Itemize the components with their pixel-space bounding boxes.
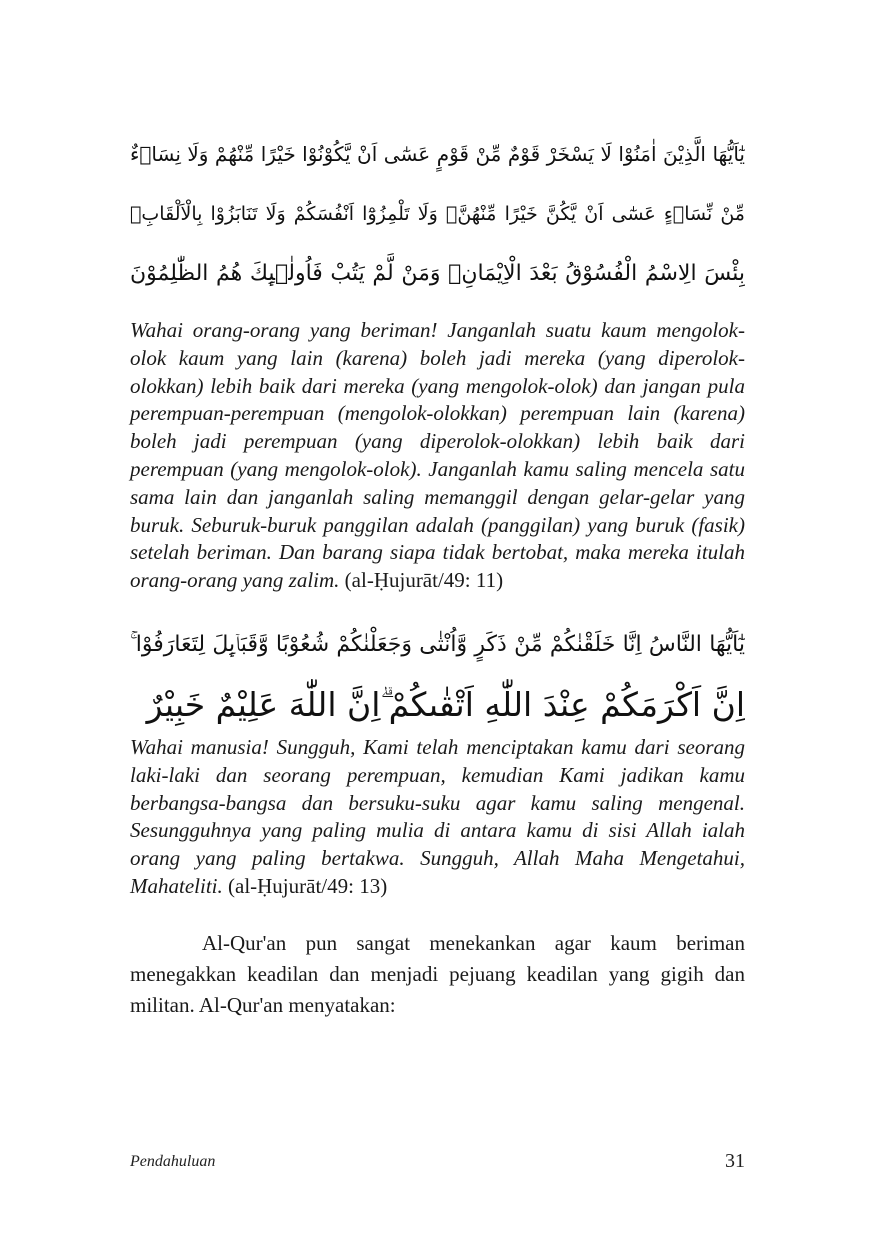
page-content: [130, 0, 745, 1240]
quran-verse-49-11-arabic: [130, 124, 745, 304]
verse-reference: (al-Ḥujurāt/49: 13): [228, 873, 388, 898]
arabic-line: يٰٓاَيُّهَا الَّذِيْنَ اٰمَنُوْا لَا يَسْخَرْ قَوْمٌ مِّنْ قَوْمٍ عَسٰٓى اَنْ يَّكُوْنُوْا خَيْرًا مِّنْهُمْ وَلَا نِسَاۤءٌ: [130, 142, 745, 166]
body-paragraph: Al-Qur'an pun sangat menekankan agar kaum beriman menegakkan keadilan dan menjadi pejuang keadilan yang gigih dan militan. Al-Qur'an menyatakan:: [130, 931, 745, 1017]
arabic-line: يٰٓاَيُّهَا النَّاسُ اِنَّا خَلَقْنٰكُمْ مِّنْ ذَكَرٍ وَّاُنْثٰى وَجَعَلْنٰكُمْ شُعُوْبًا وَّقَبَاۤىِٕلَ لِتَعَارَفُوْا ۚ: [130, 632, 745, 657]
translation-text: Wahai manusia! Sungguh, Kami telah menciptakan kamu dari seorang laki-laki dan seorang perempuan, kemudian Kami jadikan kamu berbangsa-bangsa dan bersuku-suku agar kamu saling mengenal. Sesungguhnya yang paling mulia di antara kamu di sisi Allah ialah orang yang paling bertakwa. Sungguh, Allah Maha Mengetahui, Mahateliti.: [130, 735, 745, 898]
arabic-line: بِئْسَ الِاسْمُ الْفُسُوْقُ بَعْدَ الْاِيْمَانِۚ وَمَنْ لَّمْ يَتُبْ فَاُولٰۤىِٕكَ هُمُ الظّٰلِمُوْنَ: [130, 261, 745, 286]
arabic-line: مِّنْ نِّسَاۤءٍ عَسٰٓى اَنْ يَّكُنَّ خَيْرًا مِّنْهُنَّۚ وَلَا تَلْمِزُوْٓا اَنْفُسَكُمْ وَلَا تَنَابَزُوْا بِالْاَلْقَابِۗ: [130, 203, 745, 225]
verse-49-13-translation: [130, 734, 745, 901]
footer-section-title: Pendahuluan: [130, 1153, 216, 1170]
quran-verse-49-13-arabic: [130, 615, 745, 735]
translation-text: Wahai orang-orang yang beriman! Janganlah suatu kaum mengolok-olok kaum yang lain (karena) boleh jadi mereka (yang diperolok-olokkan) lebih baik dari mereka (yang mengolok-olok) dan jangan pula perempuan-perempuan (mengolok-olokkan) perempuan lain (karena) boleh jadi perempuan (yang diperolok-olokkan) lebih baik dari perempuan (yang mengolok-olok). Janganlah kamu saling mencela satu sama lain dan janganlah saling memanggil dengan gelar-gelar yang buruk. Seburuk-buruk panggilan adalah (panggilan) yang buruk (fasik) setelah beriman. Dan barang siapa tidak bertobat, maka mereka itulah orang-orang yang zalim.: [130, 318, 745, 593]
verse-49-11-translation: [130, 317, 745, 595]
arabic-line: اِنَّ اَكْرَمَكُمْ عِنْدَ اللّٰهِ اَتْقٰىكُمْ ۗاِنَّ اللّٰهَ عَلِيْمٌ خَبِيْرٌ: [146, 685, 745, 724]
page-number: 31: [725, 1150, 745, 1172]
verse-reference: (al-Ḥujurāt/49: 11): [344, 568, 504, 593]
